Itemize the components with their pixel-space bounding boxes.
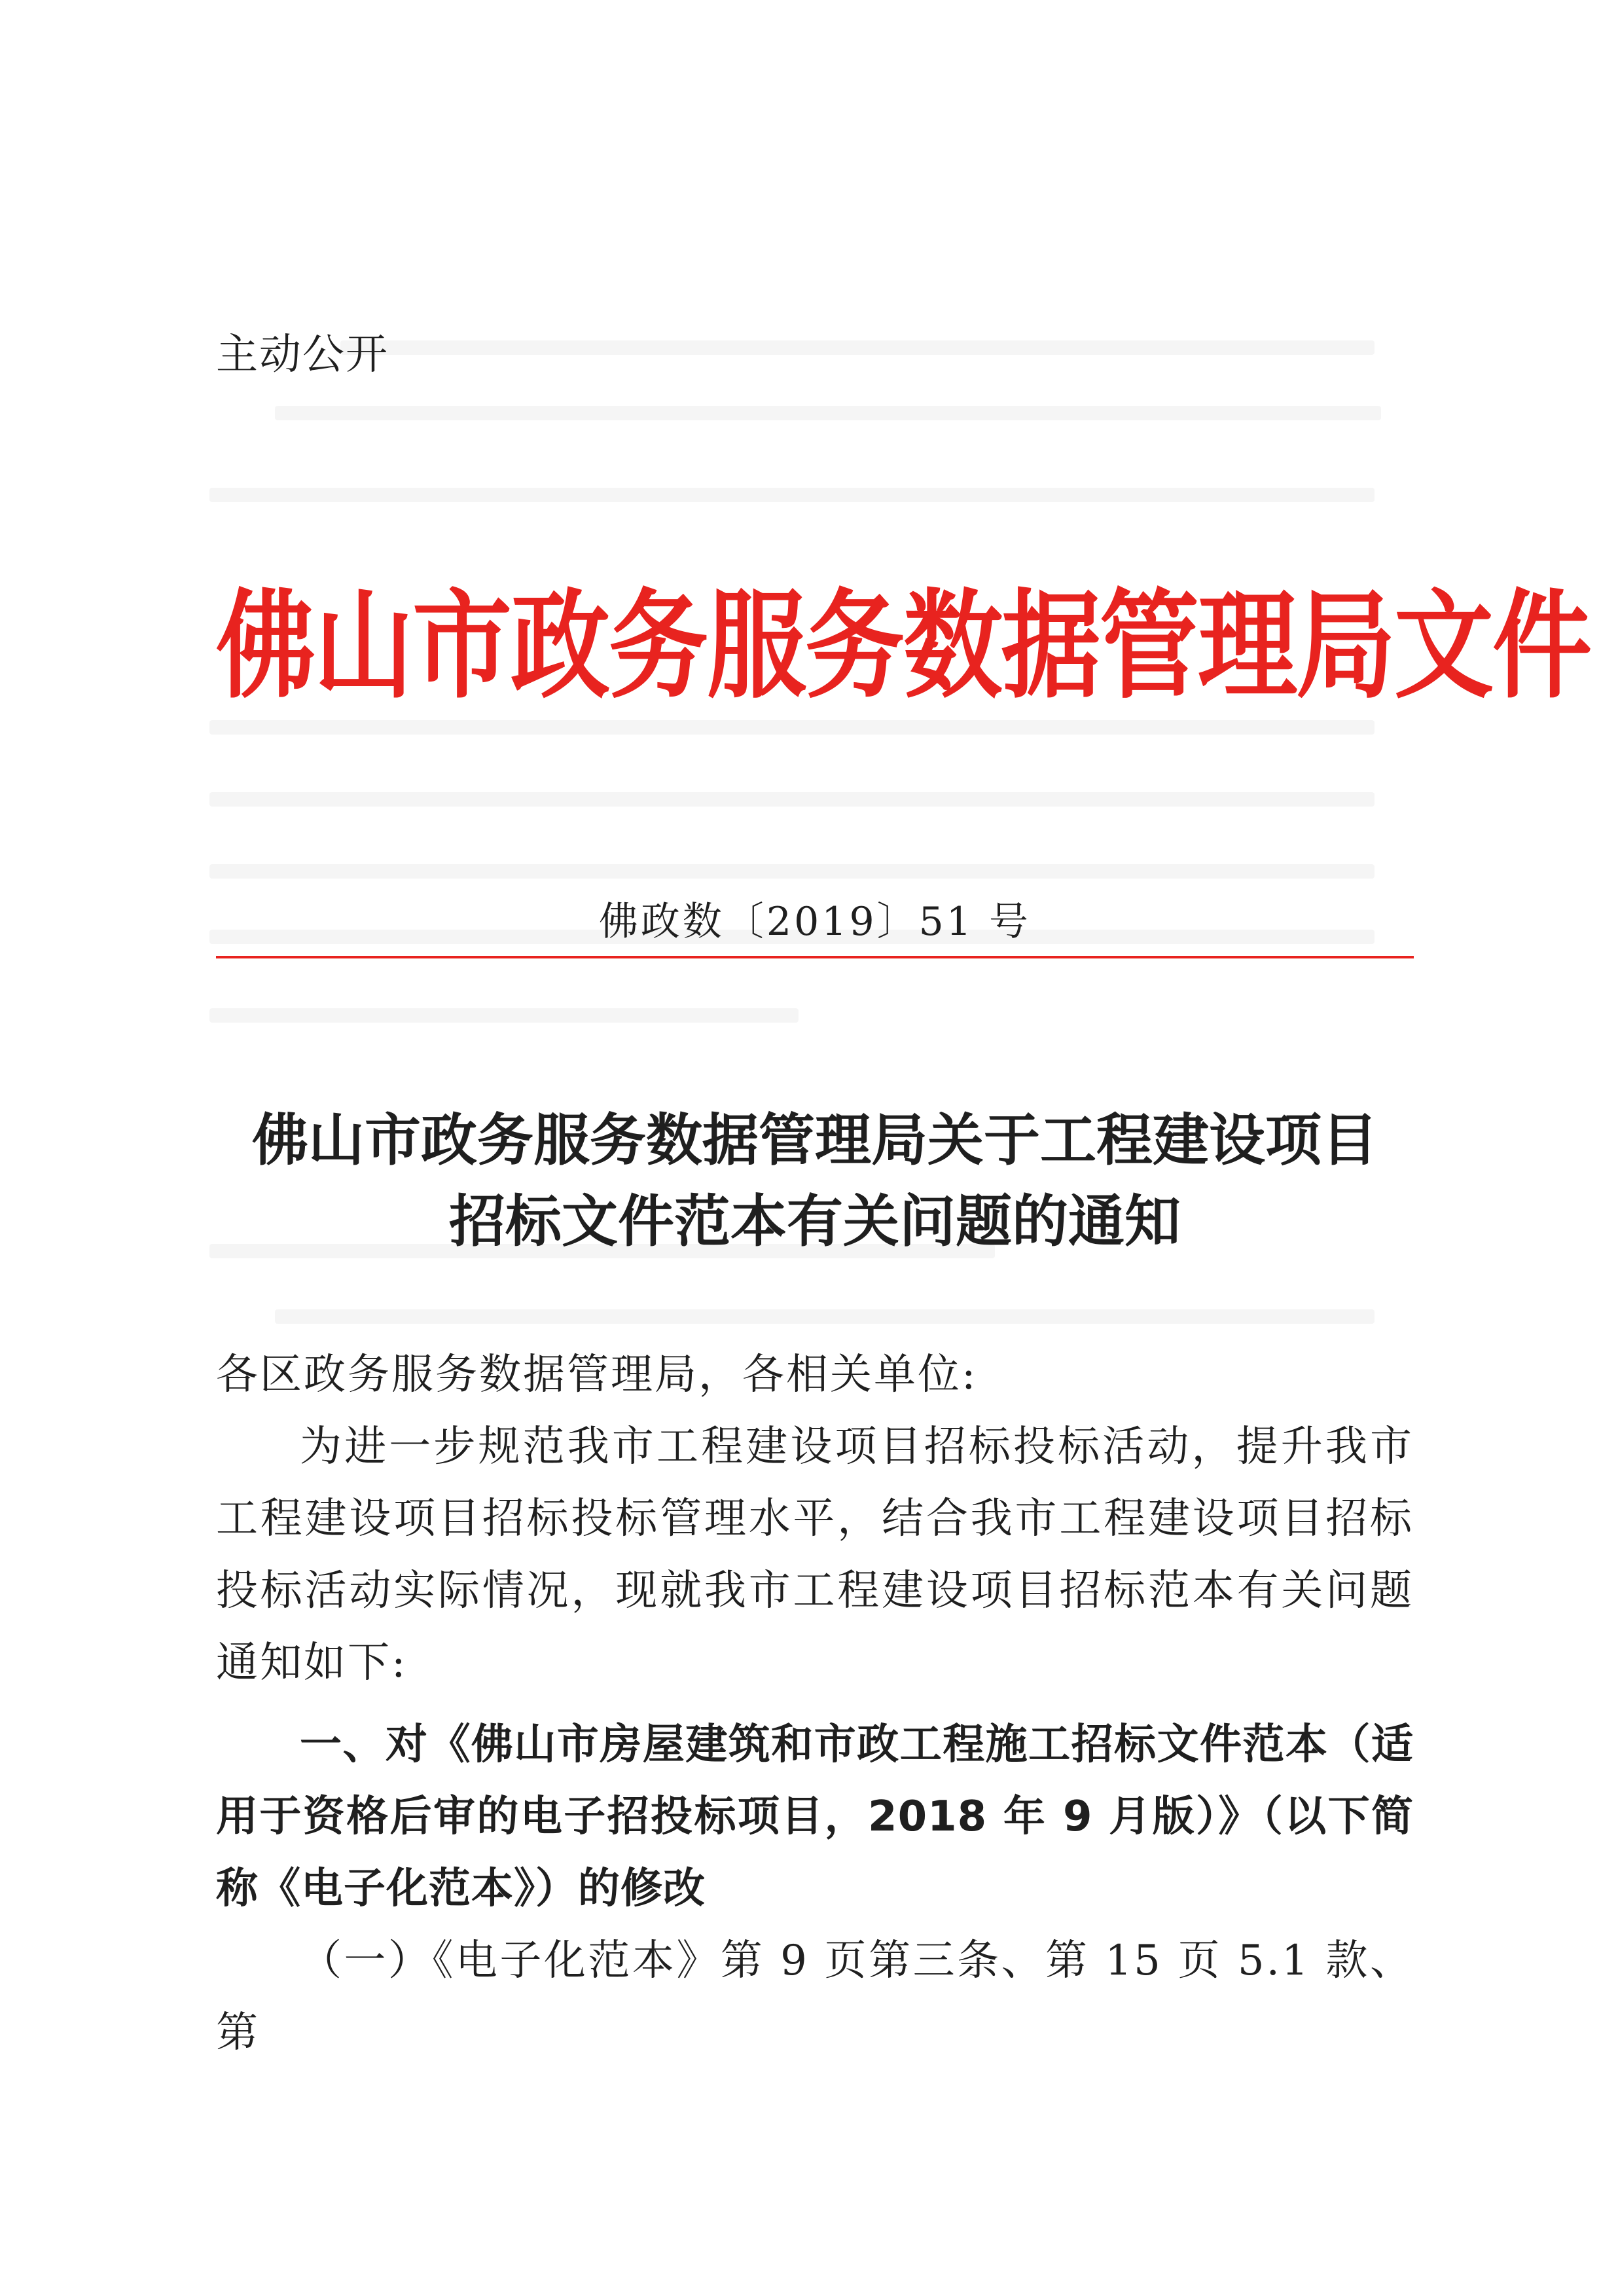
bleed-through-line: [340, 340, 1375, 355]
agency-header: 佛山市政务服务数据管理局文件: [216, 576, 1591, 715]
bleed-through-line: [209, 720, 1375, 735]
document-number: 佛政数〔2019〕51 号: [598, 899, 1032, 945]
paragraph-intro: 为进一步规范我市工程建设项目招标投标活动，提升我市工程建设项目招标投标管理水平，结合我市工程建设项目招标投标活动实际情况，现就我市工程建设项目招标范本有关问题通知如下:: [216, 1423, 1414, 1687]
document-title-line-1: 佛山市政务服务数据管理局关于工程建设项目: [252, 1107, 1378, 1173]
section-heading-1: 一、对《佛山市房屋建筑和市政工程施工招标文件范本（适用于资格后审的电子招投标项目，2018 年 9 月版）》（以下简称《电子化范本》）的修改: [216, 1721, 1414, 1913]
salutation: 各区政务服务数据管理局，各相关单位:: [216, 1351, 978, 1399]
bleed-through-line: [209, 792, 1375, 807]
bleed-through-line: [209, 1008, 799, 1023]
document-title-line-2: 招标文件范本有关问题的通知: [449, 1188, 1181, 1254]
bleed-through-line: [275, 406, 1381, 420]
bleed-through-line: [275, 1309, 1375, 1324]
subsection-1: （一）《电子化范本》第 9 页第三条、第 15 页 5.1 款、第: [216, 1937, 1414, 2057]
document-title: [216, 1100, 1414, 1262]
disclosure-label: 主动公开: [216, 331, 389, 379]
red-divider-line: [216, 956, 1414, 958]
bleed-through-line: [209, 488, 1375, 502]
bleed-through-line: [209, 864, 1375, 879]
